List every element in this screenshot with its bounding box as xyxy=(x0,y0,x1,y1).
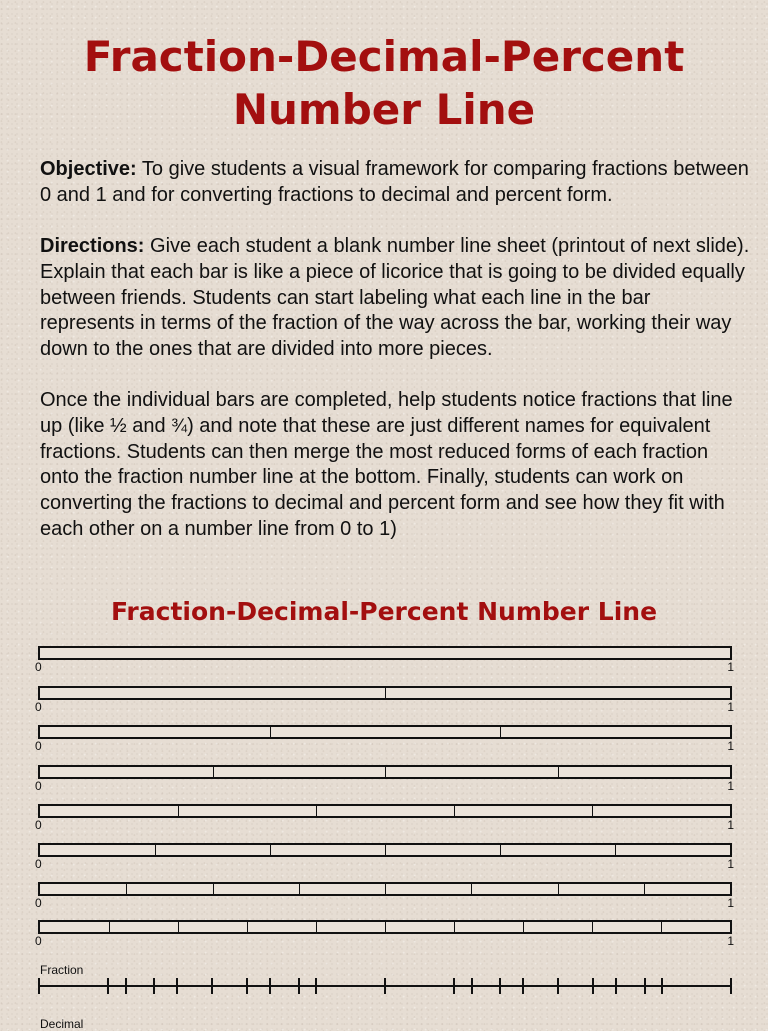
licorice-bar xyxy=(38,725,732,739)
bar-division-line xyxy=(270,727,271,737)
directions-paragraph xyxy=(40,234,750,363)
bar-division-line xyxy=(213,884,214,894)
fraction-tick xyxy=(384,978,386,994)
bar-division-line xyxy=(558,884,559,894)
bar-end-label: 1 xyxy=(727,779,734,793)
objective-label: Objective: xyxy=(40,158,137,180)
instructions-text xyxy=(40,157,750,568)
bar-start-label: 0 xyxy=(35,857,42,871)
bar-division-line xyxy=(385,884,386,894)
bar-division-line xyxy=(454,806,455,816)
fraction-tick xyxy=(471,978,473,994)
bar-division-line xyxy=(316,922,317,932)
equivalence-paragraph xyxy=(40,388,750,542)
bar-8-parts xyxy=(35,882,734,910)
bar-division-line xyxy=(454,922,455,932)
bar-5-parts xyxy=(35,804,734,832)
bar-division-line xyxy=(299,884,300,894)
bar-division-line xyxy=(385,845,386,855)
bar-start-label: 0 xyxy=(35,739,42,753)
bar-end-label: 1 xyxy=(727,896,734,910)
bar-end-label: 1 xyxy=(727,934,734,948)
worksheet-title: Fraction-Decimal-Percent Number Line xyxy=(110,597,658,626)
fraction-tick xyxy=(125,978,127,994)
bar-start-label: 0 xyxy=(35,818,42,832)
page-title-line-2: Number Line xyxy=(232,85,536,134)
bar-division-line xyxy=(558,767,559,777)
bar-division-line xyxy=(155,845,156,855)
bar-division-line xyxy=(126,884,127,894)
fraction-tick xyxy=(592,978,594,994)
bar-end-label: 1 xyxy=(727,739,734,753)
bar-division-line xyxy=(270,845,271,855)
objective-text: To give students a visual framework for comparing fractions between 0 and 1 and for converting fractions to decimal and percent form. xyxy=(40,158,749,206)
fraction-tick xyxy=(211,978,213,994)
bar-1-parts xyxy=(35,646,734,674)
licorice-bar xyxy=(38,646,732,660)
equivalence-text-start: Once the individual bars are completed, help students notice fractions that line up (like ½ and xyxy=(40,389,733,437)
bar-division-line xyxy=(661,922,662,932)
fraction-line-label: Fraction xyxy=(40,963,84,977)
fraction-tick xyxy=(730,978,732,994)
bar-start-label: 0 xyxy=(35,934,42,948)
fraction-tick xyxy=(38,978,40,994)
fraction-tick xyxy=(615,978,617,994)
bar-division-line xyxy=(592,922,593,932)
fraction-tick xyxy=(246,978,248,994)
licorice-bar xyxy=(38,843,732,857)
bar-division-line xyxy=(500,845,501,855)
bar-division-line xyxy=(247,922,248,932)
directions-text: Give each student a blank number line sheet (printout of next slide). Explain that each bar is like a piece of licorice that is going to be divided equally between friends. Students can start labeling what each line in the bar represents in terms of the fraction of the way across the bar, working their way down to the ones that are divided into more pieces. xyxy=(40,235,750,360)
bar-10-parts xyxy=(35,920,734,948)
bar-start-label: 0 xyxy=(35,779,42,793)
licorice-bar xyxy=(38,804,732,818)
bar-end-label: 1 xyxy=(727,818,734,832)
bar-division-line xyxy=(316,806,317,816)
fraction-tick xyxy=(153,978,155,994)
bar-start-label: 0 xyxy=(35,660,42,674)
three-quarters-fraction: ¾ xyxy=(171,416,188,437)
fraction-tick xyxy=(522,978,524,994)
fraction-tick xyxy=(644,978,646,994)
bar-start-label: 0 xyxy=(35,896,42,910)
bar-division-line xyxy=(471,884,472,894)
bar-4-parts xyxy=(35,765,734,793)
bar-division-line xyxy=(644,884,645,894)
bar-division-line xyxy=(178,806,179,816)
bar-division-line xyxy=(109,922,110,932)
fraction-number-line xyxy=(38,978,732,994)
fraction-tick xyxy=(499,978,501,994)
directions-label: Directions: xyxy=(40,235,145,258)
fraction-tick xyxy=(107,978,109,994)
fraction-tick xyxy=(557,978,559,994)
bar-end-label: 1 xyxy=(727,660,734,674)
page-title-line-1: Fraction-Decimal-Percent xyxy=(83,32,685,81)
bar-start-label: 0 xyxy=(35,700,42,714)
bar-division-line xyxy=(178,922,179,932)
fraction-tick xyxy=(176,978,178,994)
bar-division-line xyxy=(615,845,616,855)
bar-division-line xyxy=(213,767,214,777)
bar-end-label: 1 xyxy=(727,857,734,871)
equivalence-text-end: ) and note that these are just different names for equivalent fractions. Students can then merge the most reduced forms of each fraction onto the fraction number line at the bottom. Finally, students can work on converting the fractions to decimal and percent form and see how they fit with each other on a number line from 0 to 1) xyxy=(40,415,725,540)
licorice-bar xyxy=(38,686,732,700)
licorice-bar xyxy=(38,920,732,934)
bar-6-parts xyxy=(35,843,734,871)
bar-division-line xyxy=(385,688,386,698)
bar-3-parts xyxy=(35,725,734,753)
bar-2-parts xyxy=(35,686,734,714)
bar-division-line xyxy=(385,767,386,777)
bar-division-line xyxy=(523,922,524,932)
bar-end-label: 1 xyxy=(727,700,734,714)
fraction-tick xyxy=(661,978,663,994)
bar-division-line xyxy=(385,922,386,932)
objective-paragraph xyxy=(40,157,750,208)
fraction-tick xyxy=(269,978,271,994)
fraction-tick xyxy=(315,978,317,994)
licorice-bar xyxy=(38,882,732,896)
page-title xyxy=(0,30,768,136)
bar-division-line xyxy=(592,806,593,816)
fraction-tick xyxy=(298,978,300,994)
decimal-line-label: Decimal xyxy=(40,1017,84,1031)
bar-division-line xyxy=(500,727,501,737)
fraction-tick xyxy=(453,978,455,994)
licorice-bar xyxy=(38,765,732,779)
